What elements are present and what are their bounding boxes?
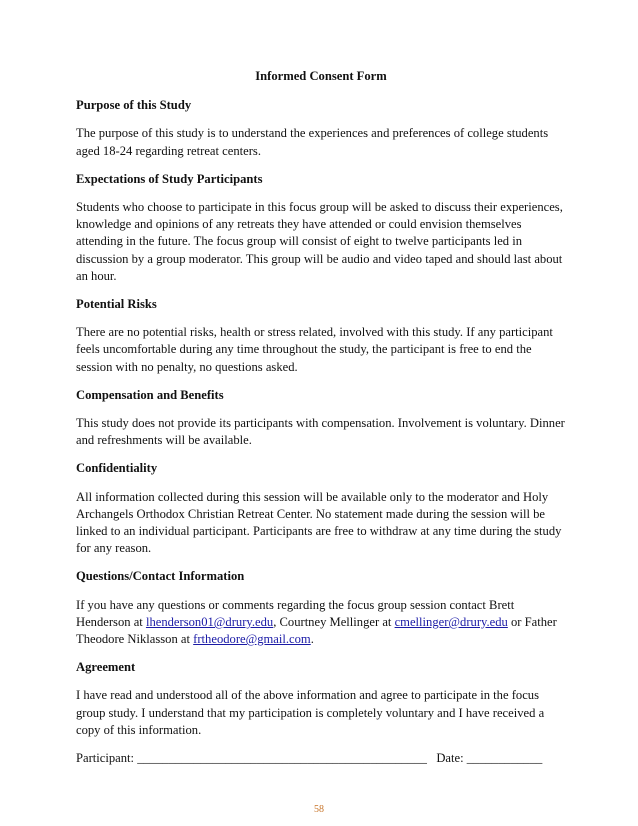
risks-text: There are no potential risks, health or stress related, involved with this study. If any participant feels uncomfortable during any time throughout the study, the participant is free to end the session with no penalty, no questions asked.: [76, 325, 553, 374]
participant-signature-field: Participant: ______________________________________________: [76, 751, 427, 766]
email-link-mellinger[interactable]: cmellinger@drury.edu: [394, 614, 508, 629]
contact-heading: Questions/Contact Information: [76, 569, 245, 584]
page-number: 58: [314, 804, 324, 815]
expectations-heading: Expectations of Study Participants: [76, 171, 263, 186]
document-title: Informed Consent Form: [255, 69, 387, 83]
email-link-niklasson[interactable]: frtheodore@gmail.com: [193, 632, 311, 647]
signature-line: [76, 750, 566, 767]
confidentiality-text: All information collected during this session will be available only to the moderator and Holy Archangels Orthodox Christian Retreat Center. No statement made during the session will be linked to an individual participant. Participants are free to withdraw at any time during the study for any reason.: [76, 489, 562, 556]
date-field: Date: ____________: [436, 751, 543, 766]
compensation-text: This study does not provide its participants with compensation. Involvement is voluntary. Dinner and refreshments will be available.: [76, 416, 565, 448]
agreement-text: I have read and understood all of the above information and agree to participate in the focus group study. I understand that my participation is completely voluntary and I have received a copy of this information.: [76, 688, 545, 737]
contact-text-part-2: , Courtney Mellinger at: [273, 614, 395, 629]
contact-text-part-4: .: [310, 632, 314, 647]
email-link-henderson[interactable]: lhenderson01@drury.edu: [145, 614, 274, 629]
contact-text-part-3: or Father Theodore Niklasson at: [76, 614, 557, 647]
contact-text: [76, 597, 566, 649]
contact-text-part-1: If you have any questions or comments regarding the focus group session contact Brett Henderson at: [76, 597, 515, 629]
agreement-heading: Agreement: [76, 660, 136, 675]
compensation-heading: Compensation and Benefits: [76, 387, 224, 402]
confidentiality-heading: Confidentiality: [76, 461, 158, 476]
purpose-text: The purpose of this study is to understand the experiences and preferences of college students aged 18-24 regarding retreat centers.: [76, 126, 549, 158]
document-page: [76, 68, 566, 767]
expectations-text: Students who choose to participate in this focus group will be asked to discuss their experiences, knowledge and opinions of any retreats they have attended or could envision themselves attending in the future. The focus group will consist of eight to twelve participants led in discussion by a group moderator. This group will be audio and video taped and should last about an hour.: [76, 200, 563, 283]
risks-heading: Potential Risks: [76, 297, 157, 312]
purpose-heading: Purpose of this Study: [76, 98, 192, 113]
